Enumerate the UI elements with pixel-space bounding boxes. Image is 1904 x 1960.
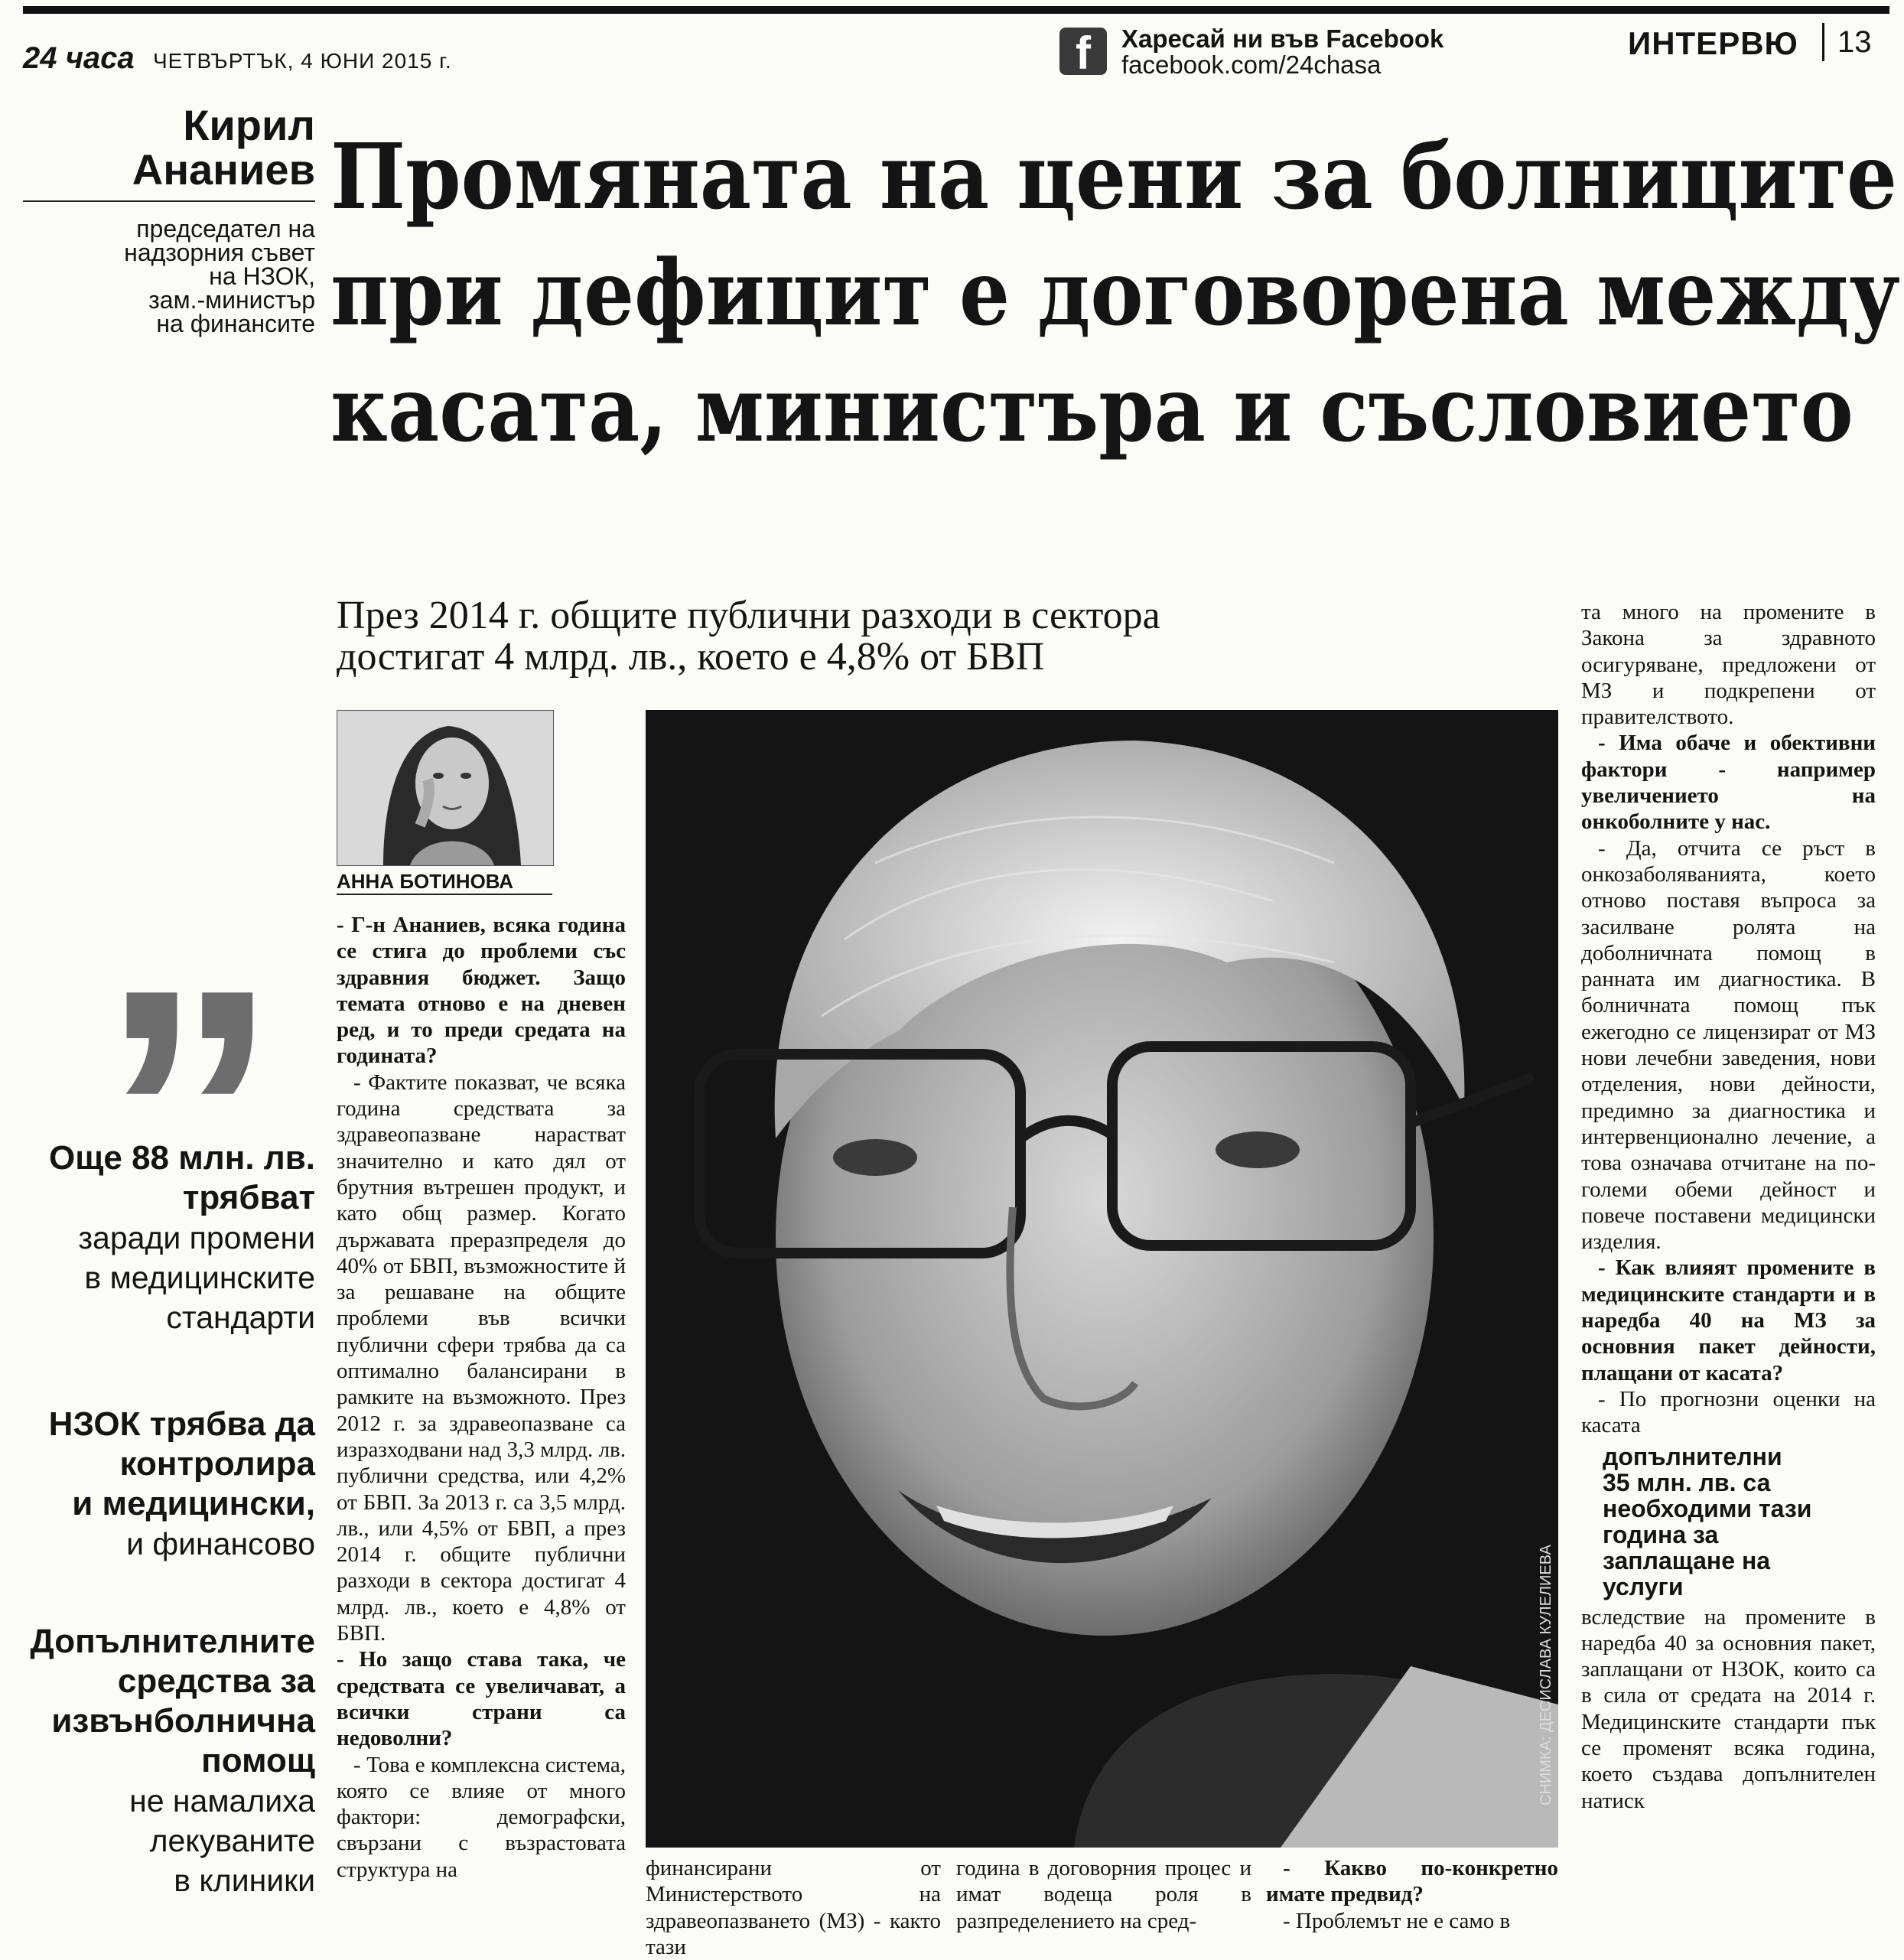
interview-question: - Но защо става така, че средствата се увеличават, а всички страни са недоволни? [337, 1647, 626, 1751]
interview-answer: година в договорния процес и имат водеща роля в разпределението на сред- [956, 1856, 1251, 1933]
interviewee-last-name: Ананиев [132, 145, 315, 194]
interview-question: - Какво по-конкретно имате предвид? [1266, 1856, 1558, 1907]
interview-answer: - Да, отчита се ръст в онкозаболяванията, което отново поставя въпроса за засилване ролята на доболничната помощ в ранната им диагностика. В болничната помощ пък ежегодно се лицензират от МЗ нови лечебни заведения, нови отделения, нови дейности, предимно за диагностика и интервенционално лечение, а това означава отчитане на по-големи обеми дейност и повече поставени медицински изделия. [1581, 835, 1876, 1255]
pull-quote-bold: контролира [119, 1445, 315, 1483]
pull-quote-bold: и медицински, [72, 1485, 315, 1522]
top-rule [23, 6, 1889, 14]
pull-quote-2 [15, 1405, 315, 1564]
highlight-line: необходими тази [1603, 1494, 1812, 1522]
interviewee-name [23, 103, 315, 192]
interviewer-photo-icon [337, 711, 553, 865]
issue-date: ЧЕТВЪРТЪК, 4 ЮНИ 2015 г. [153, 49, 452, 73]
interview-answer: - Това е комплексна система, която се влияе от много фактори: демографски, свързани с възрастовата структура на [337, 1752, 626, 1882]
role-line: надзорния съвет [124, 239, 315, 266]
pull-quote-bold: извънболнична [51, 1702, 315, 1740]
interview-answer: финансирани от Министерството на здравеопазването (МЗ) - както тази [646, 1856, 941, 1959]
facebook-url: facebook.com/24chasa [1121, 50, 1382, 79]
pull-quote-1 [15, 1138, 315, 1337]
interview-question: - Г-н Ананиев, всяка година се стига до проблеми със здравния бюджет. Защо темата отново е на дневен ред, и то преди средата на годината? [337, 913, 626, 1069]
header-divider [1822, 23, 1824, 61]
article-bottom-column-2 [956, 1855, 1251, 1942]
photo-credit: СНИМКА: ДЕСИСЛАВА КУЛЕЛИЕВА [1538, 1545, 1554, 1805]
pull-quote-bold: трябват [182, 1179, 315, 1216]
interviewee-role [23, 217, 315, 336]
pull-quote-text: заради промени [78, 1220, 315, 1255]
headline-line: Промяната на цени за болниците [330, 123, 1897, 230]
section-label: ИНТЕРВЮ [1628, 25, 1798, 61]
pull-quote-text: в клиники [174, 1863, 315, 1898]
highlight-line: година за [1603, 1520, 1719, 1548]
portrait-rule [337, 894, 552, 895]
interview-question: - Има обаче и обективни фактори - например увеличението на онкоболните у нас. [1581, 731, 1876, 835]
headline-line: касата, министъра и съсловието [330, 356, 1854, 462]
highlight-line: заплащане на [1603, 1546, 1771, 1574]
pull-quote-3 [15, 1622, 315, 1900]
pull-quote-bold: НЗОК трябва да [48, 1405, 315, 1443]
interviewee-portrait-icon [646, 710, 1558, 1848]
interviewer-name: АННА БОТИНОВА [337, 870, 514, 893]
article-column-3 [1581, 599, 1876, 1942]
pull-quote-text: стандарти [166, 1300, 315, 1335]
pull-quote-bold: Още 88 млн. лв. [49, 1139, 315, 1177]
interview-answer: та много на промените в Закона за здравното осигуряване, предложени от МЗ и подкрепени от правителството. [1581, 600, 1876, 730]
highlight-line: услуги [1603, 1572, 1684, 1600]
interviewee-first-name: Кирил [183, 101, 315, 149]
pull-quote-bold: Допълнителните [30, 1623, 315, 1660]
quote-mark-icon: „ [99, 713, 279, 1115]
article-bottom-column-3 [1266, 1855, 1558, 1942]
subhead-line: През 2014 г. общите публични разходи в сектора [337, 594, 1160, 637]
interview-question: - Как влияят промените в медицинските стандарти и в наредба 40 на МЗ за основния пакет дейности, плащани от касата? [1581, 1255, 1876, 1385]
article-bottom-column-1 [646, 1855, 941, 1959]
role-line: зам.-министър [148, 286, 315, 314]
highlighted-figure [1581, 1444, 1876, 1600]
interview-answer: - Проблемът не е само в [1283, 1908, 1511, 1933]
interview-answer: - Фактите показват, че всяка година средствата за здравеопазване нарастват значително и като дял от брутния вътрешен продукт, и като общ размер. Когато държавата преразпределя до 40% от БВП, възможностите й за решаване на общите проблеми във всички публични сфери трябва да са оптимално балансирани в рамките на възможното. През 2012 г. за здравеопазване са изразходвани над 3,3 млрд. лв. публични средства, или 4,2% от БВП. За 2013 г. са 3,5 млрд. лв., или 4,5% от БВП, а през 2014 г. общите публични разходи в сектора достигат 4 млрд. лв., което е 4,8% от БВП. [337, 1070, 626, 1646]
interviewer-portrait [337, 710, 554, 866]
pull-quote-text: лекуваните [149, 1823, 315, 1858]
facebook-icon: f [1059, 28, 1107, 75]
pull-quote-bold: помощ [201, 1742, 315, 1779]
page-number: 13 [1837, 25, 1872, 59]
article-column-1 [337, 912, 626, 1942]
subhead-line: достигат 4 млрд. лв., което е 4,8% от БВП [337, 635, 1045, 679]
subheadline [337, 595, 1331, 678]
sidebar-rule [23, 200, 315, 202]
highlight-line: 35 млн. лв. са [1603, 1468, 1771, 1496]
pull-quote-text: и финансово [126, 1526, 315, 1561]
pull-quote-text: в медицинските [84, 1260, 315, 1295]
facebook-promo-title: Харесай ни във Facebook [1121, 24, 1444, 53]
role-line: на финансите [156, 310, 315, 337]
newspaper-logo: 24 часа [23, 41, 135, 75]
headline [330, 119, 1900, 467]
interview-answer: - По прогнозни оценки на касата [1581, 1386, 1876, 1438]
interviewee-photo [646, 710, 1558, 1848]
role-line: председател на [136, 215, 315, 243]
pull-quote-text: не намалиха [129, 1783, 315, 1818]
pull-quote-bold: средства за [117, 1662, 315, 1700]
interview-answer: вследствие на промените в наредба 40 за основния пакет, заплащани от НЗОК, които са в сила от средата на 2014 г. Медицинските стандарти пък се променят всяка година, което създава допълнителен натиск [1581, 1604, 1876, 1813]
role-line: на НЗОК, [209, 262, 315, 290]
highlight-line: допълнителни [1603, 1442, 1782, 1470]
headline-line: при дефицит е договорена между [330, 239, 1900, 346]
